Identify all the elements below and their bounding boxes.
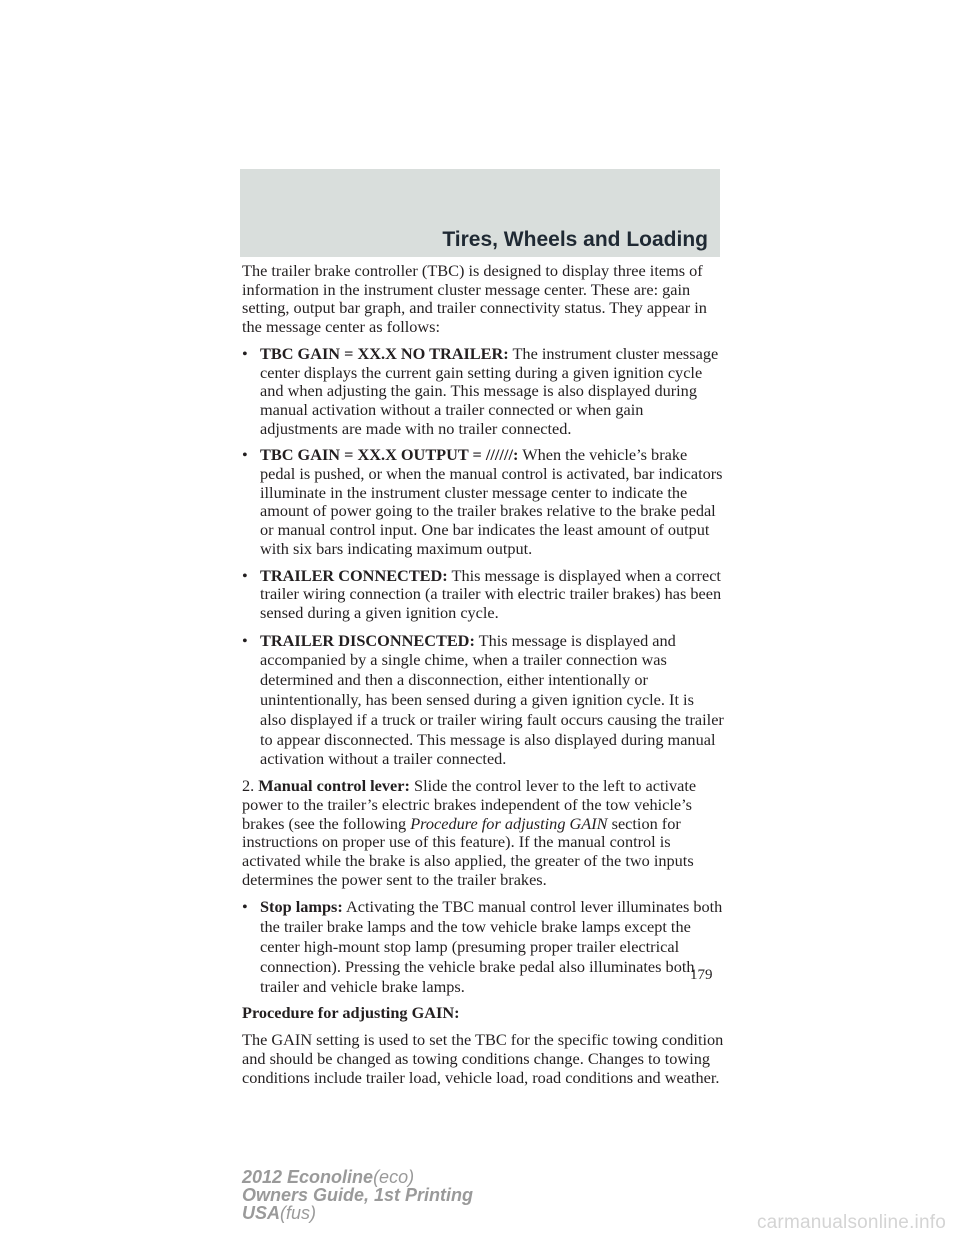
manual-control-text-cont: section for instructions on proper use of this feature). If the manual control is activated while the brake is also applied, the greater of the two inputs determines the power sent to the trailer brakes. <box>242 813 694 889</box>
section-header-band <box>240 169 720 257</box>
intro-paragraph: The trailer brake controller (TBC) is designed to display three items of information in the instrument cluster message center. These are: gain setting, output bar graph, and trailer connectivity status. They appear in the message center as follows: <box>242 261 707 337</box>
bullet-text: This message is displayed when a correct trailer wiring connection (a trailer with electric trailer brakes) has been sensed during a given ignition cycle. <box>260 565 722 622</box>
item-number: 2. <box>242 776 255 796</box>
bullet-gain-output <box>242 446 724 558</box>
bullet-trailer-connected <box>242 567 724 623</box>
bullet-term: TBC GAIN = XX.X OUTPUT = //////: <box>260 445 519 465</box>
bullet-stop-lamps <box>242 897 724 996</box>
bullet-term: Stop lamps: <box>260 897 343 917</box>
bullet-text: This message is displayed and accompanied by a single chime, when a trailer connection was determined and then a disconnection, either intentionally or unintentionally, has been sensed during a given ignition cycle. It is also displayed if a truck or trailer wiring fault occurs causing the trailer to appear disconnected. This message is also displayed during manual activation without a trailer connected. <box>260 630 724 769</box>
watermark-text: carmanualsonline.info <box>756 1212 946 1233</box>
footer-market: USA <box>242 1203 281 1223</box>
footer-market-code: (fus) <box>280 1203 317 1223</box>
bullet-text: The instrument cluster message center displays the current gain setting during a given ignition cycle and when adjusting the gain. This message is also displayed during manual activation without a trailer connected or when gain adjustments are made with no trailer connected. <box>260 343 719 438</box>
manual-control-term: Manual control lever: <box>258 776 410 796</box>
page-content <box>242 262 724 1095</box>
bullet-gain-no-trailer <box>242 345 724 439</box>
bullet-dot: • <box>242 343 248 363</box>
bullet-dot: • <box>242 445 248 465</box>
page-number: 179 <box>690 967 713 983</box>
procedure-reference: Procedure for adjusting GAIN <box>410 813 608 833</box>
bullet-trailer-disconnected <box>242 631 724 770</box>
footer-line-2: Owners Guide, 1st Printing <box>242 1185 474 1205</box>
procedure-heading-text: Procedure for adjusting GAIN: <box>242 1003 460 1023</box>
bullet-term: TRAILER CONNECTED: <box>260 565 448 585</box>
procedure-paragraph: The GAIN setting is used to set the TBC for the specific towing condition and should be changed as towing conditions change. Changes to towing conditions include trailer load, vehicle load, road conditions and weather. <box>242 1030 724 1087</box>
footer-line-3 <box>242 1204 473 1222</box>
bullet-text: Activating the TBC manual control lever illuminates both the trailer brake lamps and the tow vehicle brake lamps except the center high-mount stop lamp (presuming proper trailer electrical connection). Pressing the vehicle brake pedal also illuminates both trailer and vehicle brake lamps. <box>260 897 723 996</box>
manual-control-paragraph <box>242 777 724 889</box>
section-title: Tires, Wheels and Loading <box>442 228 708 251</box>
manual-control-text: Slide the control lever to the left to activate power to the trailer’s electric brakes independent of the tow vehicle’s brakes (see the following <box>242 776 697 833</box>
footer-model-code: (eco) <box>373 1167 415 1187</box>
bullet-term: TRAILER DISCONNECTED: <box>260 630 475 650</box>
bullet-dot: • <box>242 565 248 585</box>
bullet-dot: • <box>242 897 248 917</box>
bullet-text: When the vehicle’s brake pedal is pushed, or when the manual control is activated, bar indicators illuminate in the instrument cluster message center to indicate the amount of power going to the trailer brakes relative to the brake pedal or manual control input. One bar indicates the least amount of output with six bars indicating maximum output. <box>260 445 723 558</box>
footer-line-1 <box>242 1168 473 1186</box>
bullet-term: TBC GAIN = XX.X NO TRAILER: <box>260 343 509 363</box>
bullet-dot: • <box>242 630 248 650</box>
footer-model: 2012 Econoline <box>242 1167 374 1187</box>
print-footer <box>242 1168 473 1222</box>
procedure-heading <box>242 1004 724 1023</box>
